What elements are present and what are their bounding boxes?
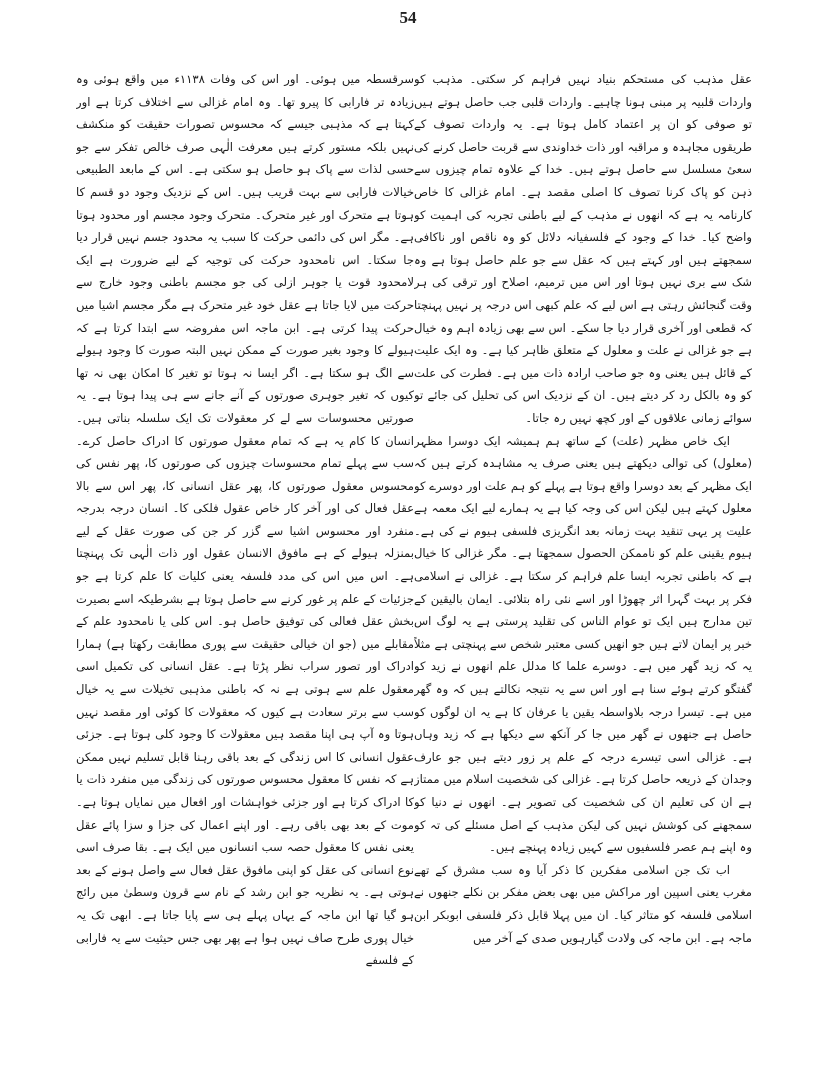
paragraph: ایک خاص مظہر (علت) کے ساتھ ہم ہمیشہ ایک دوسرا مظہر (معلول) کی توالی دیکھتے ہیں یعنی صرف یہ مشاہدہ کرتے ہیں کہ ایک مظہر کے بعد دوسرا واقع ہوتا ہے پہلے کو ہم علت اور دوسرے کو معلول کہتے ہیں لیکن اس کی وجہ کیا ہے یہ ہمارے لیے ایک معمہ ہے علیت پر یہی تنقید بہت زمانہ بعد انگریزی فلسفی ہیوم نے کی ہے۔ ہیوم یقینی علم کو ناممکن الحصول سمجھتا ہے۔ مگر غزالی کا خیال ہے کہ باطنی تجربہ ایسا علم فراہم کر سکتا ہے۔ غزالی نے اسلامی فکر پر بہت گہرا اثر چھوڑا اور اسے نئی راہ بتلائی۔ ایمان بالیقین کے تین مدارج ہیں ایک تو عوام الناس کی تقلید پرستی ہے یہ لوگ اس خبر پر ایمان لاتے ہیں جو انھیں کسی معتبر شخص سے پہنچتی ہے مثلاً یہ کہ زید گھر میں ہے۔ دوسرے علما کا مدلل علم انھوں نے زید کو گفتگو کرتے ہوئے سنا ہے اور اس سے یہ نتیجہ نکالتے ہیں کہ وہ گھر میں ہے۔ تیسرا درجہ بلاواسطہ یقین یا عرفان کا ہے یہ ان لوگوں کو حاصل ہے جنھوں نے گھر میں جا کر آنکھ سے دیکھا ہے کہ زید وہاں ہے۔ غزالی اسی تیسرے درجہ کے علم پر زور دیتے ہیں جو عارف وجدان کے ذریعہ حاصل کرتا ہے۔ غزالی کی شخصیت اسلام میں ممتاز ہے ان کی تعلیم ان کی شخصیت کی تصویر ہے۔ انھوں نے دنیا کو سمجھنے کی کوشش نہیں کی لیکن مذہب کے اصل مسئلے کی تہ کو وہ اپنے ہم عصر فلسفیوں سے کہیں زیادہ پہنچے ہیں۔ — [414, 433, 752, 855]
left-column — [76, 68, 414, 1068]
right-column — [414, 68, 752, 1068]
paragraph: عقل مذہب کی مستحکم بنیاد نہیں فراہم کر سکتی۔ مذہب کو واردات قلبیہ پر مبنی ہونا چاہیے۔ واردات قلبی جب حاصل ہوتے ہیں تو صوفی کو ان پر اعتماد کامل ہوتا ہے۔ یہ واردات تصوف کے طریقوں مجاہدہ و مراقبہ اور ذات خداوندی سے قربت حاصل کرنے کی سعیٔ مسلسل سے حاصل ہوتے ہیں۔ خدا کے علاوہ تمام چیزوں سے ذہن کو پاک کرنا تصوف کا اصلی مقصد ہے۔ امام غزالی کا خاص کارنامہ یہ ہے کہ انھوں نے مذہب کے لیے باطنی تجربہ کی اہمیت کو واضح کیا۔ خدا کے وجود کے فلسفیانہ دلائل کو وہ ناقص اور ناکافی سمجھتے ہیں اور کہتے ہیں کہ عقل سے جو علم حاصل ہوتا ہے وہ شک سے بری نہیں ہوتا اور اس میں ترمیم، اصلاح اور ترقی کی ہر وقت گنجائش رہتی ہے اس لیے کہ علم کبھی اس درجہ پر نہیں پہنچتا کہ قطعی اور آخری قرار دیا جا سکے۔ اس سے بھی زیادہ اہم وہ خیال ہے جو غزالی نے علت و معلول کے متعلق ظاہر کیا ہے۔ وہ ایک علیت کے قائل ہیں یعنی وہ جو صاحب ارادہ ذات میں ہے۔ فطرت کی علت کو وہ بالکل رد کر دیتے ہیں۔ ان کے نزدیک اس کی تحلیل کی جائے تو سوائے زمانی علاقوں کے اور کچھ نہیں رہ جاتا۔ — [414, 72, 752, 425]
page-number: 54 — [399, 8, 417, 27]
paragraph: اب تک جن اسلامی مفکرین کا ذکر آیا وہ سب مشرق کے تھے مغرب یعنی اسپین اور مراکش میں بھی بعض مفکر بن نکلے جنھوں نے اسلامی فلسفہ کو متاثر کیا۔ ان میں پہلا قابل ذکر فلسفی ابوبکر ابن ماجہ ہے۔ ابن ماجہ کی ولادت گیارہویں صدی کے آخر میں — [414, 862, 752, 945]
paragraph: سرقسطہ میں ہوئی۔ اور اس کی وفات ۱۱۳۸ء میں واقع ہوئی وہ زیادہ تر فارابی کا پیرو تھا۔ وہ امام غزالی سے اختلاف کرتا ہے اور کہتا ہے کہ مذہبی جیسے کہ محسوس تصورات حقیقت کو منکشف نہیں بلکہ مستور کرتے ہیں معرفت الٰہی صرف خالص تفکر سے جو حسی لذات سے پاک ہو حاصل ہو سکتی ہے۔ اس کے مابعد الطبیعی خیالات فارابی سے بہت قریب ہیں۔ اس کے نزدیک وجود دو قسم کا ہوتا ہے متحرک اور غیر متحرک۔ متحرک وجود مجسم اور محدود ہوتا ہے۔ مگر اس کی دائمی حرکت کا سبب یہ محدود جسم نہیں قرار دیا جا سکتا۔ اس نامحدود حرکت کی توجیہ کے لیے ضرورت ہے ایک لامحدود قوت یا جوہر ازلی کی جو مجسم باطنی وجود خارج سے حرکت میں لایا جاتا ہے عقل خود غیر متحرک ہے مگر مجسم اشیا میں حرکت پیدا کرتی ہے۔ ابن ماجہ اس مفروضہ سے ابتدا کرتا ہے کہ ہیولے کا وجود بغیر صورت کے ممکن نہیں البتہ صورت کا وجود ہیولے سے الگ ہو سکتا ہے۔ اگر ایسا نہ ہوتا تو تغیر کا امکان بھی نہ تھا کیوں کہ تغیر جوہری صورتوں کے آنے جانے سے ہی پیدا ہوتا ہے۔ یہ صورتیں محسوسات سے لے کر معقولات تک ایک سلسلہ بناتی ہیں۔ انسان کا کام یہ ہے کہ تمام معقول صورتوں کا ادراک حاصل کرے۔ سب سے پہلے تمام محسوسات چیزوں کی صورتوں کا، پھر نفس کی محسوس معقول صورتوں کا، پھر عقل انسانی کا، پھر اس سے بالا عقل فعال کی اور آخر کار خاص عقول فلکی کا۔ انسان درجہ بدرجہ منفرد اور محسوس اشیا سے گزر کر جن کی صورت عقل کے لیے بمنزلہ ہیولے کے ہے مافوق الانسان عقول اور ذات الٰہی تک پہنچتا ہے۔ اس میں اس کی مدد فلسفہ یعنی کلیات کا علم کرتا ہے جو جزئیات کے علم پر غور کرنے سے حاصل ہوتا ہے بشرطیکہ اسے بصیرت بخش عقل فعالی کی توفیق حاصل ہو۔ اس کلی یا نامحدود علم کے مقابلے میں (جو ان خیالی حقیقت سے پوری مطابقت رکھتا ہے) ہمارا ادراک اور تصور سراب نظر پڑتا ہے۔ عقل انسانی کی تکمیل اسی معقول علم سے ہوتی ہے نہ کہ باطنی مذہبی تخیلات سے یہ خیال سب سے برتر سعادت ہے کیوں کہ معقولات کا کوئی اور مقصد نہیں ہوتا وہ آپ ہی اپنا مقصد ہیں معقولات کا وجود کلی ہوتا ہے۔ جزئی عقول انسانی کا اس زندگی کے بعد باقی رہنا قابل تسلیم نہیں ممکن ہے کہ نفس کا معقول محسوس صورتوں کی زندگی میں منفرد ذات یا کا ادراک کرتا ہے اور جزئی خواہشات اور افعال میں نمایاں ہوتا ہے۔ موت کے بعد بھی باقی رہے۔ اور اپنے اعمال کی جزا و سزا پائے عقل یعنی نفس کا معقول حصہ سب انسانوں میں ایک ہے۔ بقا صرف اسی نوع انسانی کی عقل کو اپنی مافوق عقل فعال سے واصل ہونے کے بعد ہوتی ہے۔ یہ نظریہ جو ابن رشد کے نام سے قرون وسطیٰ میں رائج ہو گیا تھا ابن ماجہ کے یہاں پہلے ہی سے پایا جاتا ہے۔ ابھی تک یہ خیال پوری طرح صاف نہیں ہوا ہے پھر بھی جس حیثیت سے یہ فارابی کے فلسفے — [76, 72, 414, 968]
